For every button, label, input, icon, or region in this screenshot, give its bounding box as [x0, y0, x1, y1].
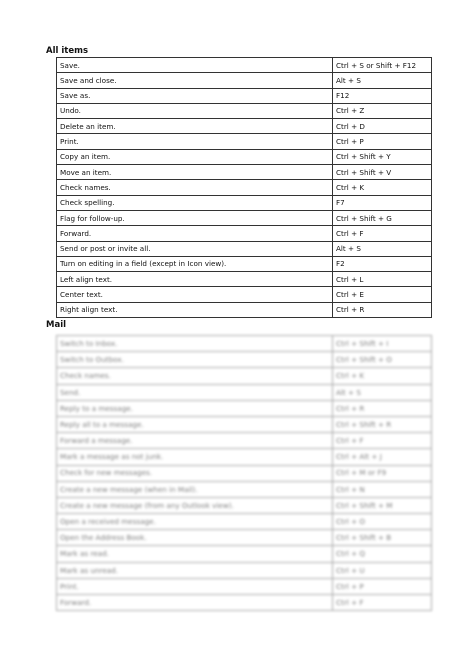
all-items-shortcut-table [56, 57, 432, 318]
shortcut-keys-cell: Ctrl + Shift + M [333, 497, 432, 513]
table-row [57, 514, 432, 530]
shortcut-keys-cell: Ctrl + P [333, 134, 432, 149]
shortcut-action-cell: Flag for follow-up. [57, 210, 333, 225]
shortcut-action-cell: Forward. [57, 595, 333, 611]
section-heading-mail: Mail [46, 320, 67, 330]
shortcut-action-cell: Delete an item. [57, 119, 333, 134]
table-row [57, 336, 432, 352]
table-row [57, 165, 432, 180]
shortcut-keys-cell: Ctrl + D [333, 119, 432, 134]
shortcut-action-cell: Create a new message (when in Mail). [57, 481, 333, 497]
table-row [57, 481, 432, 497]
shortcut-action-cell: Mark as unread. [57, 562, 333, 578]
shortcut-keys-cell: Ctrl + F [333, 226, 432, 241]
shortcut-keys-cell: Ctrl + Shift + O [333, 352, 432, 368]
shortcut-keys-cell: Ctrl + Shift + G [333, 210, 432, 225]
table-row [57, 103, 432, 118]
table-row [57, 546, 432, 562]
table-row [57, 119, 432, 134]
shortcut-action-cell: Left align text. [57, 272, 333, 287]
table-row [57, 256, 432, 271]
shortcut-action-cell: Right align text. [57, 302, 333, 317]
table-row [57, 73, 432, 88]
table-row [57, 149, 432, 164]
shortcut-keys-cell: Ctrl + U [333, 562, 432, 578]
shortcut-action-cell: Switch to Outbox. [57, 352, 333, 368]
table-row [57, 352, 432, 368]
shortcut-action-cell: Copy an item. [57, 149, 333, 164]
shortcut-keys-cell: F7 [333, 195, 432, 210]
shortcut-keys-cell: Ctrl + Shift + I [333, 336, 432, 352]
table-row [57, 287, 432, 302]
shortcut-keys-cell: Ctrl + R [333, 302, 432, 317]
shortcut-action-cell: Mark a message as not junk. [57, 449, 333, 465]
shortcut-action-cell: Print. [57, 578, 333, 594]
table-row [57, 578, 432, 594]
table-body [57, 58, 432, 318]
shortcut-keys-cell: Ctrl + S or Shift + F12 [333, 58, 432, 73]
shortcut-action-cell: Forward. [57, 226, 333, 241]
table-row [57, 210, 432, 225]
table-row [57, 241, 432, 256]
section-heading-all-items: All items [46, 46, 89, 56]
shortcut-action-cell: Open a received message. [57, 514, 333, 530]
table-row [57, 368, 432, 384]
table-row [57, 88, 432, 103]
table-row [57, 530, 432, 546]
shortcut-keys-cell: F12 [333, 88, 432, 103]
shortcut-action-cell: Save and close. [57, 73, 333, 88]
table-row [57, 180, 432, 195]
shortcut-action-cell: Save. [57, 58, 333, 73]
shortcut-keys-cell: Ctrl + Z [333, 103, 432, 118]
table-row [57, 195, 432, 210]
shortcut-keys-cell: Ctrl + N [333, 481, 432, 497]
shortcut-keys-cell: Alt + S [333, 73, 432, 88]
table-row [57, 497, 432, 513]
table-body [57, 336, 432, 611]
shortcut-action-cell: Undo. [57, 103, 333, 118]
shortcut-keys-cell: Ctrl + K [333, 368, 432, 384]
shortcut-keys-cell: Ctrl + Shift + B [333, 530, 432, 546]
shortcut-keys-cell: Ctrl + K [333, 180, 432, 195]
shortcut-action-cell: Reply to a message. [57, 400, 333, 416]
table-row [57, 134, 432, 149]
shortcut-keys-cell: Ctrl + M or F9 [333, 465, 432, 481]
table-row [57, 433, 432, 449]
shortcut-keys-cell: Ctrl + Shift + V [333, 165, 432, 180]
shortcut-keys-cell: F2 [333, 256, 432, 271]
table-row [57, 272, 432, 287]
table-row [57, 465, 432, 481]
shortcut-action-cell: Reply all to a message. [57, 416, 333, 432]
shortcut-keys-cell: Ctrl + Shift + Y [333, 149, 432, 164]
shortcut-action-cell: Mark as read. [57, 546, 333, 562]
shortcut-action-cell: Send. [57, 384, 333, 400]
table-row [57, 562, 432, 578]
table-row [57, 449, 432, 465]
shortcut-keys-cell: Ctrl + Alt + J [333, 449, 432, 465]
shortcut-keys-cell: Ctrl + E [333, 287, 432, 302]
shortcut-keys-cell: Ctrl + O [333, 514, 432, 530]
shortcut-action-cell: Move an item. [57, 165, 333, 180]
shortcut-action-cell: Turn on editing in a field (except in Icon view). [57, 256, 333, 271]
shortcut-action-cell: Check for new messages. [57, 465, 333, 481]
shortcut-keys-cell: Ctrl + F [333, 433, 432, 449]
shortcut-action-cell: Switch to Inbox. [57, 336, 333, 352]
shortcut-keys-cell: Alt + S [333, 384, 432, 400]
mail-shortcut-table [56, 335, 432, 611]
shortcut-keys-cell: Ctrl + L [333, 272, 432, 287]
shortcut-keys-cell: Ctrl + Shift + R [333, 416, 432, 432]
shortcut-action-cell: Open the Address Book. [57, 530, 333, 546]
shortcut-keys-cell: Ctrl + R [333, 400, 432, 416]
shortcut-action-cell: Check names. [57, 180, 333, 195]
shortcut-keys-cell: Ctrl + F [333, 595, 432, 611]
shortcut-action-cell: Forward a message. [57, 433, 333, 449]
shortcut-keys-cell: Alt + S [333, 241, 432, 256]
shortcut-action-cell: Check names. [57, 368, 333, 384]
table-row [57, 226, 432, 241]
shortcut-action-cell: Save as. [57, 88, 333, 103]
shortcut-action-cell: Center text. [57, 287, 333, 302]
table-row [57, 416, 432, 432]
table-row [57, 58, 432, 73]
shortcut-action-cell: Print. [57, 134, 333, 149]
shortcut-action-cell: Create a new message (from any Outlook view). [57, 497, 333, 513]
table-row [57, 595, 432, 611]
shortcut-keys-cell: Ctrl + Q [333, 546, 432, 562]
shortcut-keys-cell: Ctrl + P [333, 578, 432, 594]
table-row [57, 302, 432, 317]
shortcut-action-cell: Check spelling. [57, 195, 333, 210]
shortcut-action-cell: Send or post or invite all. [57, 241, 333, 256]
table-row [57, 400, 432, 416]
table-row [57, 384, 432, 400]
